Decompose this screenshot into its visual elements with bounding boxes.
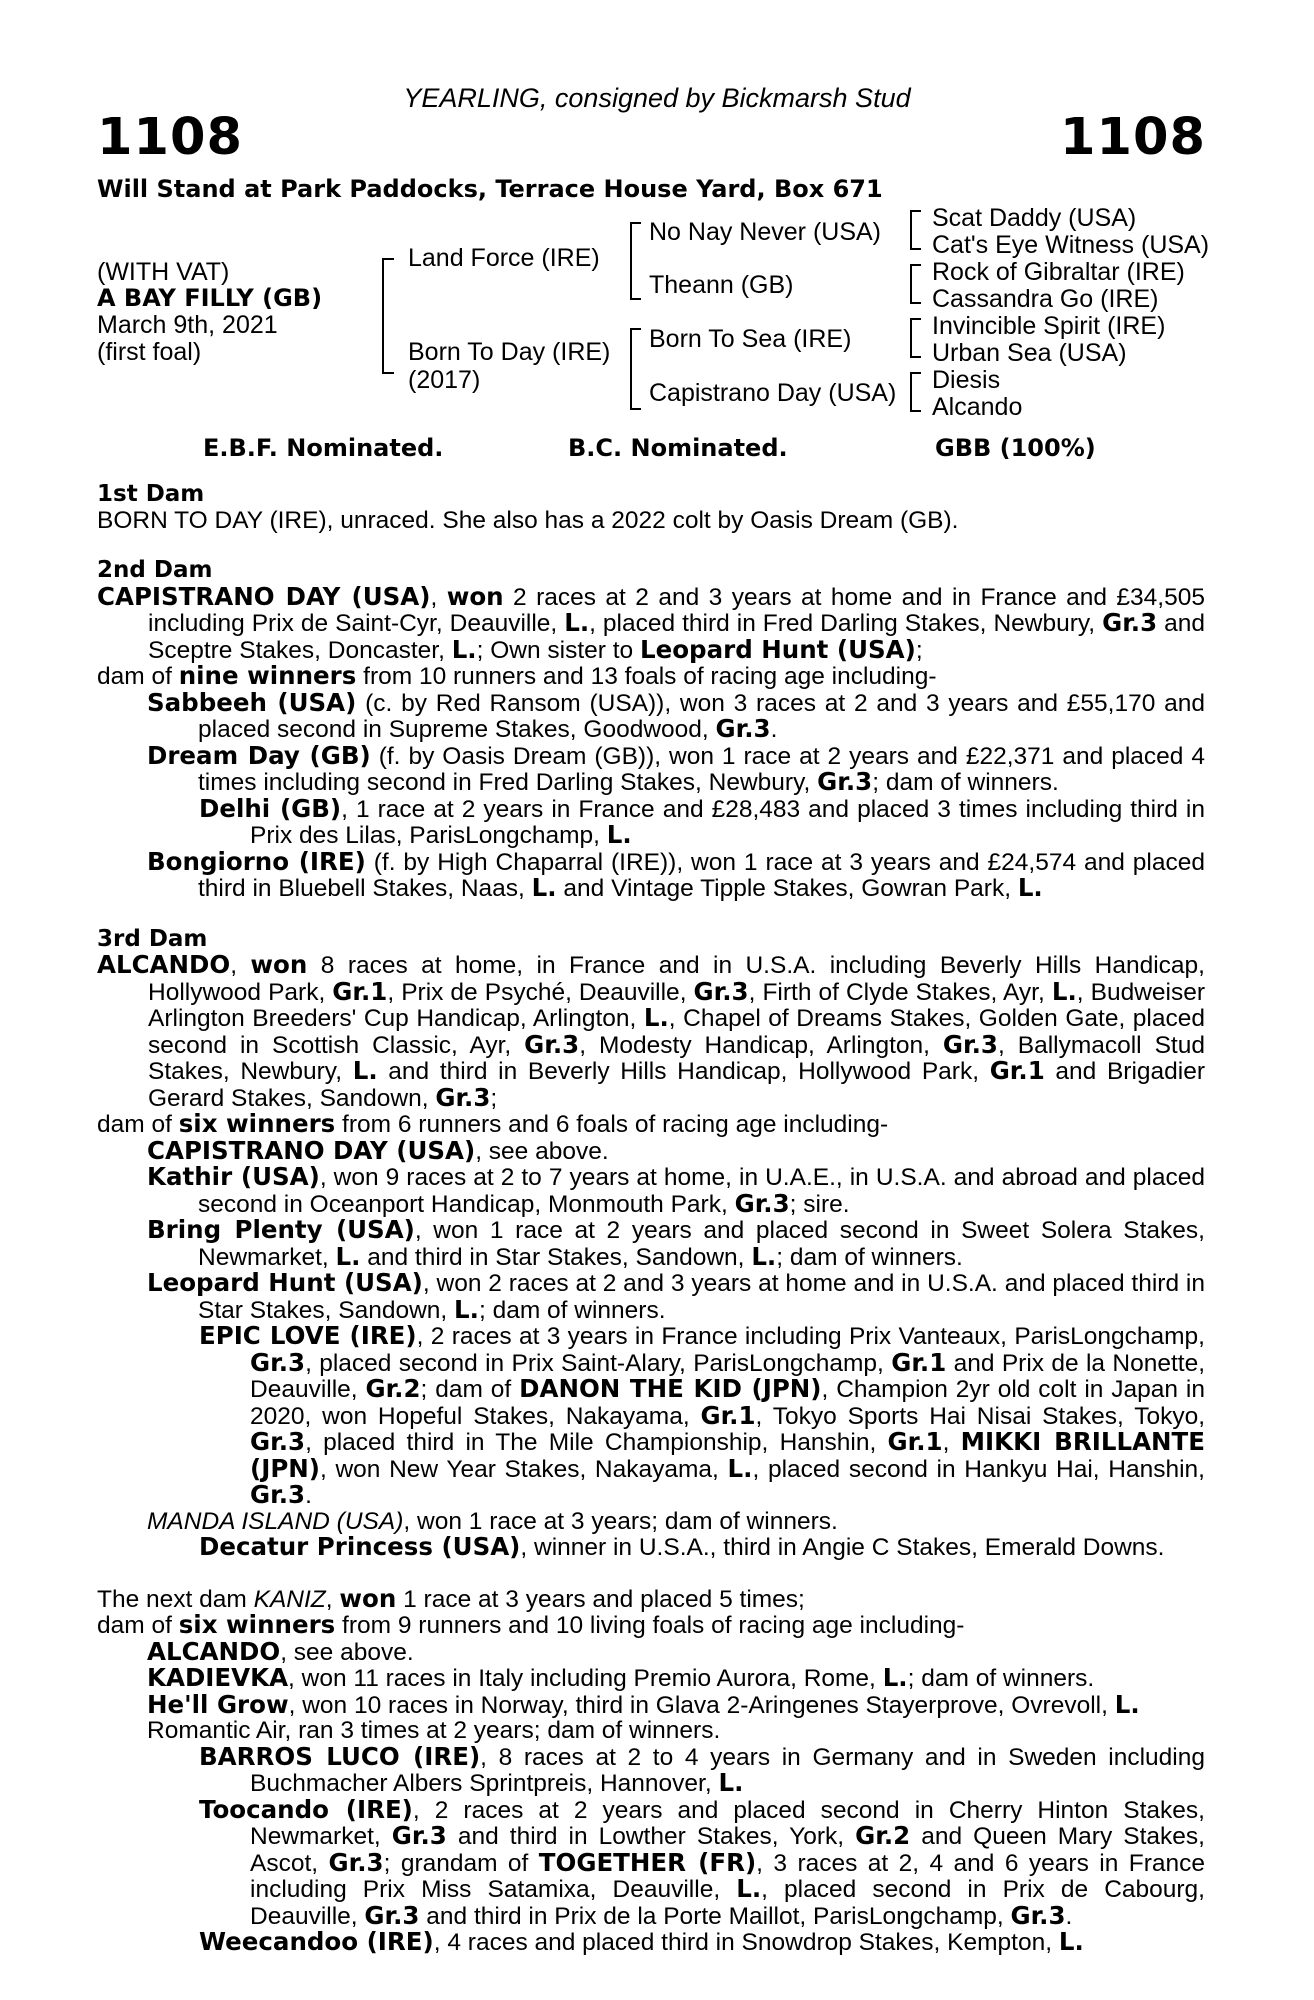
produce-dream-day: Dream Day (GB) (f. by Oasis Dream (GB)), won 1 race at 2 years and £22,371 and placed 4 times including second in Fred Darling Stakes, Newbury, Gr.3; dam of winners. bbox=[147, 740, 1206, 796]
third-dam-heading: 3rd Dam bbox=[97, 925, 208, 952]
ggp-2: Cat's Eye Witness (USA) bbox=[932, 231, 1210, 259]
next-dam-produce-summary: dam of six winners from 9 runners and 10 living foals of racing age including- bbox=[97, 1610, 965, 1639]
ggp-4: Cassandra Go (IRE) bbox=[932, 285, 1159, 313]
produce-sabbeeh: Sabbeeh (USA) (c. by Red Ransom (USA)), won 3 races at 2 and 3 years and £55,170 and placed second in Supreme Stakes, Goodwood, Gr.3. bbox=[147, 687, 1205, 743]
third-dam-produce-summary: dam of six winners from 6 runners and 6 foals of racing age including- bbox=[97, 1109, 889, 1138]
ggp-7: Diesis bbox=[932, 366, 1001, 394]
produce-weecandoo: Weecandoo (IRE), 4 races and placed third in Snowdrop Stakes, Kempton, L. bbox=[199, 1927, 1084, 1956]
ggp-1: Scat Daddy (USA) bbox=[932, 204, 1137, 232]
ggp-6: Urban Sea (USA) bbox=[932, 339, 1127, 367]
sire: Land Force (IRE) bbox=[408, 244, 600, 272]
stand-location: Will Stand at Park Paddocks, Terrace House Yard, Box 671 bbox=[97, 175, 883, 203]
pedigree-brace-g1 bbox=[910, 210, 921, 250]
pedigree-brace-main bbox=[382, 258, 394, 374]
pedigree-brace-sire bbox=[630, 222, 641, 300]
produce-bring-plenty: Bring Plenty (USA), won 1 race at 2 years and placed second in Sweet Solera Stakes, Newmarket, L. and third in Star Stakes, Sandown, L.; dam of winners. bbox=[147, 1215, 1205, 1271]
gbb-percentage: GBB (100%) bbox=[935, 434, 1096, 462]
produce-decatur-princess: Decatur Princess (USA), winner in U.S.A., third in Angie C Stakes, Emerald Downs. bbox=[199, 1532, 1165, 1561]
dam-sire: Born To Sea (IRE) bbox=[649, 325, 852, 353]
second-dam-heading: 2nd Dam bbox=[97, 557, 213, 583]
produce-kadievka: KADIEVKA, won 11 races in Italy including Premio Aurora, Rome, L.; dam of winners. bbox=[147, 1663, 1095, 1692]
produce-capistrano-day: CAPISTRANO DAY (USA), see above. bbox=[147, 1135, 609, 1165]
second-dam-entry: CAPISTRANO DAY (USA), won 2 races at 2 and 3 years at home and in France and £34,505 including Prix de Saint-Cyr, Deauville, L., placed third in Fred Darling Stakes, Newbury, Gr.3 and Sceptre Stakes, Doncaster, L.; Own sister to Leopard Hunt (USA); bbox=[97, 581, 1206, 664]
produce-epic-love: EPIC LOVE (IRE), 2 races at 3 years in France including Prix Vanteaux, ParisLongchamp, Gr.3, placed second in Prix Saint-Alary, ParisLongchamp, Gr.1 and Prix de la Nonette, Deauville, Gr.2; dam of DANON THE KID (JPN), Champion 2yr old colt in Japan in 2020, won Hopeful Stakes, Nakayama, Gr.1, Tokyo Sports Hai Nisai Stakes, Tokyo, Gr.3, placed third in The Mile Championship, Hanshin, Gr.1, MIKKI BRILLANTE (JPN), won New Year Stakes, Nakayama, L., placed second in Hankyu Hai, Hanshin, Gr.3. bbox=[199, 1321, 1206, 1509]
dam-year: (2017) bbox=[408, 366, 481, 394]
produce-kathir: Kathir (USA), won 9 races at 2 to 7 years at home, in U.A.E., in U.S.A. and abroad and placed second in Oceanport Handicap, Monmouth Park, Gr.3; sire. bbox=[147, 1162, 1206, 1218]
vat-note: (WITH VAT) bbox=[97, 258, 230, 286]
produce-alcando: ALCANDO, see above. bbox=[147, 1636, 414, 1666]
next-dam-entry: The next dam KANIZ, won 1 race at 3 years and placed 5 times; bbox=[97, 1583, 805, 1613]
dam: Born To Day (IRE) bbox=[408, 338, 611, 366]
lot-number-right: 1108 bbox=[1060, 108, 1206, 167]
produce-bongiorno: Bongiorno (IRE) (f. by High Chaparral (IRE)), won 1 race at 3 years and £24,574 and placed third in Bluebell Stakes, Naas, L. and Vintage Tipple Stakes, Gowran Park, L. bbox=[147, 846, 1205, 902]
ebf-nomination: E.B.F. Nominated. bbox=[203, 434, 444, 462]
sire-sire: No Nay Never (USA) bbox=[649, 218, 881, 246]
third-dam-entry: ALCANDO, won 8 races at home, in France and in U.S.A. including Beverly Hills Handicap, Hollywood Park, Gr.1, Prix de Psyché, Deauville, Gr.3, Firth of Clyde Stakes, Ayr, L., Budweiser Arlington Breeders' Cup Handicap, Arlington, L., Chapel of Dreams Stakes, Golden Gate, placed second in Scottish Classic, Ayr, Gr.3, Modesty Handicap, Arlington, Gr.3, Ballymacoll Stud Stakes, Newbury, L. and third in Beverly Hills Handicap, Hollywood Park, Gr.1 and Brigadier Gerard Stakes, Sandown, Gr.3; bbox=[97, 950, 1205, 1112]
bc-nomination: B.C. Nominated. bbox=[568, 434, 788, 462]
pedigree-brace-g4 bbox=[910, 372, 921, 412]
first-dam-text: BORN TO DAY (IRE), unraced. She also has a 2022 colt by Oasis Dream (GB). bbox=[97, 506, 959, 534]
dam-dam: Capistrano Day (USA) bbox=[649, 379, 897, 407]
produce-manda-island: MANDA ISLAND (USA), won 1 race at 3 years; dam of winners. bbox=[147, 1507, 838, 1535]
produce-hell-grow: He'll Grow, won 10 races in Norway, third in Glava 2-Aringenes Stayerprove, Ovrevoll, L. bbox=[147, 1689, 1140, 1719]
first-dam-heading: 1st Dam bbox=[97, 481, 205, 507]
catalogue-body bbox=[97, 482, 1205, 1956]
pedigree-brace-g3 bbox=[910, 318, 921, 358]
ggp-3: Rock of Gibraltar (IRE) bbox=[932, 258, 1185, 286]
second-dam-produce-summary: dam of nine winners from 10 runners and 13 foals of racing age including- bbox=[97, 661, 937, 690]
produce-toocando: Toocando (IRE), 2 races at 2 years and placed second in Cherry Hinton Stakes, Newmarket, Gr.3 and third in Lowther Stakes, York, Gr.2 and Queen Mary Stakes, Ascot, Gr.3; grandam of TOGETHER (FR), 3 races at 2, 4 and 6 years in France including Prix Miss Satamixa, Deauville, L., placed second in Prix de Cabourg, Deauville, Gr.3 and third in Prix de la Porte Maillot, ParisLongchamp, Gr.3. bbox=[199, 1794, 1206, 1930]
foaling-date: March 9th, 2021 bbox=[97, 311, 278, 339]
ggp-8: Alcando bbox=[932, 393, 1023, 421]
sire-dam: Theann (GB) bbox=[649, 271, 794, 299]
foal-note: (first foal) bbox=[97, 338, 202, 366]
produce-barros-luco: BARROS LUCO (IRE), 8 races at 2 to 4 years in Germany and in Sweden including Buchmacher Albers Sprintpreis, Hannover, L. bbox=[199, 1741, 1205, 1797]
produce-delhi: Delhi (GB), 1 race at 2 years in France and £28,483 and placed 3 times including third in Prix des Lilas, ParisLongchamp, L. bbox=[199, 793, 1205, 849]
pedigree-brace-dam bbox=[630, 328, 641, 410]
produce-leopard-hunt: Leopard Hunt (USA), won 2 races at 2 and 3 years at home and in U.S.A. and placed third in Star Stakes, Sandown, L.; dam of winners. bbox=[147, 1268, 1205, 1324]
produce-romantic-air: Romantic Air, ran 3 times at 2 years; dam of winners. bbox=[147, 1717, 721, 1744]
consignment-line: YEARLING, consigned by Bickmarsh Stud bbox=[403, 83, 911, 113]
lot-number-left: 1108 bbox=[97, 108, 243, 167]
ggp-5: Invincible Spirit (IRE) bbox=[932, 312, 1166, 340]
horse-name: A BAY FILLY (GB) bbox=[97, 284, 323, 312]
pedigree-brace-g2 bbox=[910, 264, 921, 304]
